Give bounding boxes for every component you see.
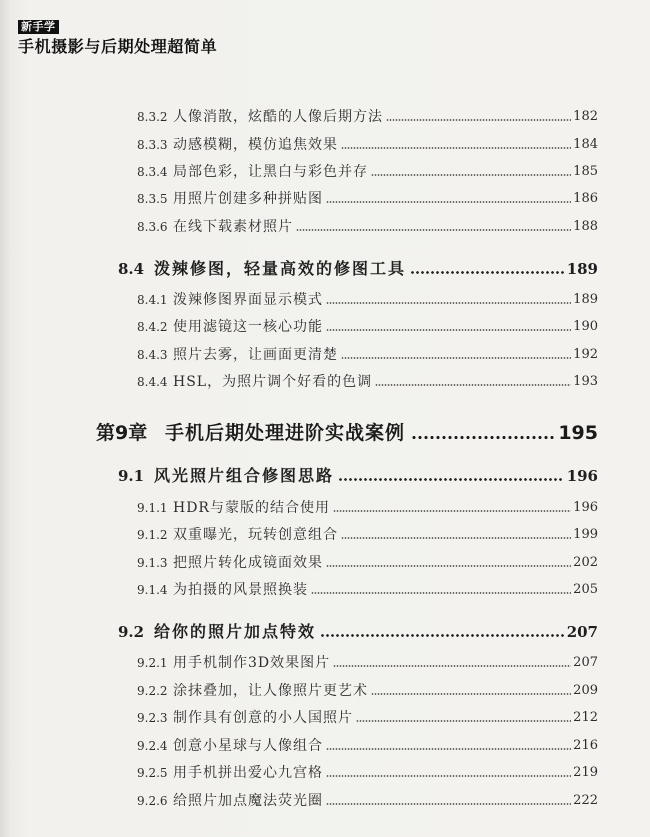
entry-number: 8.3.3 (137, 138, 168, 152)
entry-page-number: 202 (573, 555, 598, 570)
series-badge: 新手学 (18, 20, 59, 34)
entry-page-number: 222 (573, 793, 598, 808)
entry-title: 给照片加点魔法荧光圈 (173, 793, 323, 809)
toc-entry (137, 763, 598, 783)
entry-number: 9.2.6 (137, 794, 168, 808)
entry-number: 9.2.4 (137, 739, 168, 753)
leader-dots (311, 592, 571, 594)
toc-entry (137, 162, 598, 182)
chapter-number: 第9章 (96, 422, 148, 444)
entry-number: 8.3.5 (137, 192, 168, 206)
entry-page-number: 196 (573, 500, 598, 515)
chapter-page-number: 195 (558, 422, 598, 444)
entry-title: 用手机拼出爱心九宫格 (173, 765, 323, 781)
toc-entry (137, 580, 598, 600)
entry-page-number: 209 (573, 683, 598, 698)
leader-dots (320, 634, 564, 637)
section-title: 给你的照片加点特效 (154, 622, 317, 641)
entry-page-number: 188 (573, 219, 598, 234)
leader-dots (371, 693, 571, 695)
toc-entry (137, 791, 598, 811)
entry-number: 8.3.4 (137, 165, 168, 179)
leader-dots (326, 302, 571, 304)
toc-entry (137, 653, 598, 673)
section-page-number: 207 (566, 623, 598, 641)
entry-number: 8.3.2 (137, 110, 168, 124)
toc-section-heading (118, 258, 598, 280)
entry-page-number: 185 (573, 164, 598, 179)
entry-title: 用手机制作3D效果图片 (173, 655, 331, 671)
leader-dots (371, 174, 571, 176)
leader-dots (326, 201, 571, 203)
leader-dots (375, 384, 571, 386)
toc-entry (137, 345, 598, 365)
entry-page-number: 190 (573, 319, 598, 334)
entry-title: 涂抹叠加，让人像照片更艺术 (173, 683, 368, 699)
toc-chapter-heading (96, 420, 598, 446)
entry-title: 局部色彩，让黑白与彩色并存 (173, 164, 368, 180)
entry-page-number: 184 (573, 137, 598, 152)
toc-entry (137, 681, 598, 701)
entry-title: HSL，为照片调个好看的色调 (173, 374, 373, 390)
entry-number: 9.1.4 (137, 583, 168, 597)
section-number: 9.1 (118, 467, 145, 485)
entry-title: 制作具有创意的小人国照片 (173, 710, 353, 726)
leader-dots (333, 510, 571, 512)
leader-dots (326, 329, 571, 331)
leader-dots (386, 119, 571, 121)
toc-section-heading (118, 465, 598, 487)
toc-entry (137, 317, 598, 337)
entry-page-number: 199 (573, 527, 598, 542)
entry-title: 动感模糊，模仿追焦效果 (173, 137, 338, 153)
entry-title: 把照片转化成镜面效果 (173, 555, 323, 571)
entry-number: 9.1.3 (137, 556, 168, 570)
toc-section-heading (118, 621, 598, 643)
toc-entry (137, 736, 598, 756)
entry-number: 9.2.3 (137, 711, 168, 725)
toc-entry (137, 525, 598, 545)
entry-number: 9.2.5 (137, 766, 168, 780)
leader-dots (326, 775, 571, 777)
toc-entry (137, 107, 598, 127)
entry-number: 9.1.1 (137, 501, 168, 515)
entry-page-number: 182 (573, 109, 598, 124)
entry-page-number: 212 (573, 710, 598, 725)
toc-entry (137, 189, 598, 209)
entry-title: 泼辣修图界面显示模式 (173, 292, 323, 308)
toc-entry (137, 135, 598, 155)
leader-dots (411, 436, 554, 439)
entry-page-number: 219 (573, 765, 598, 780)
entry-number: 8.4.3 (137, 348, 168, 362)
book-title: 手机摄影与后期处理超简单 (18, 37, 218, 56)
toc-entry (137, 217, 598, 237)
leader-dots (326, 748, 571, 750)
entry-number: 9.1.2 (137, 528, 168, 542)
leader-dots (410, 271, 564, 274)
leader-dots (326, 803, 571, 805)
section-number: 8.4 (118, 260, 145, 278)
toc-entry (137, 372, 598, 392)
leader-dots (341, 537, 571, 539)
toc-entry (137, 553, 598, 573)
leader-dots (326, 565, 571, 567)
entry-page-number: 216 (573, 738, 598, 753)
entry-title: 双重曝光，玩转创意组合 (173, 527, 338, 543)
entry-page-number: 193 (573, 374, 598, 389)
entry-title: 在线下载素材照片 (173, 219, 293, 235)
entry-page-number: 189 (573, 292, 598, 307)
entry-title: HDR与蒙版的结合使用 (173, 500, 330, 516)
leader-dots (356, 720, 571, 722)
section-title: 风光照片组合修图思路 (154, 466, 335, 485)
entry-title: 使用滤镜这一核心功能 (173, 319, 323, 335)
entry-page-number: 192 (573, 347, 598, 362)
entry-number: 8.3.6 (137, 220, 168, 234)
entry-number: 9.2.2 (137, 684, 168, 698)
section-page-number: 196 (566, 467, 598, 485)
section-title: 泼辣修图，轻量高效的修图工具 (154, 259, 407, 278)
section-page-number: 189 (566, 260, 598, 278)
toc-entry (137, 708, 598, 728)
entry-title: 用照片创建多种拼贴图 (173, 191, 323, 207)
leader-dots (333, 665, 571, 667)
section-number: 9.2 (118, 623, 145, 641)
entry-number: 8.4.2 (137, 320, 168, 334)
entry-page-number: 207 (573, 655, 598, 670)
entry-number: 8.4.1 (137, 293, 168, 307)
entry-number: 9.2.1 (137, 656, 168, 670)
chapter-title: 手机后期处理进阶实战案例 (165, 422, 406, 444)
leader-dots (341, 147, 571, 149)
leader-dots (338, 478, 564, 481)
toc-entry (137, 498, 598, 518)
entry-title: 人像消散，炫酷的人像后期方法 (173, 109, 383, 125)
entry-title: 为拍摄的风景照换装 (173, 582, 308, 598)
entry-number: 8.4.4 (137, 375, 168, 389)
leader-dots (296, 229, 571, 231)
entry-title: 创意小星球与人像组合 (173, 738, 323, 754)
entry-page-number: 186 (573, 191, 598, 206)
entry-title: 照片去雾，让画面更清楚 (173, 347, 338, 363)
toc-entry (137, 290, 598, 310)
entry-page-number: 205 (573, 582, 598, 597)
leader-dots (341, 357, 571, 359)
